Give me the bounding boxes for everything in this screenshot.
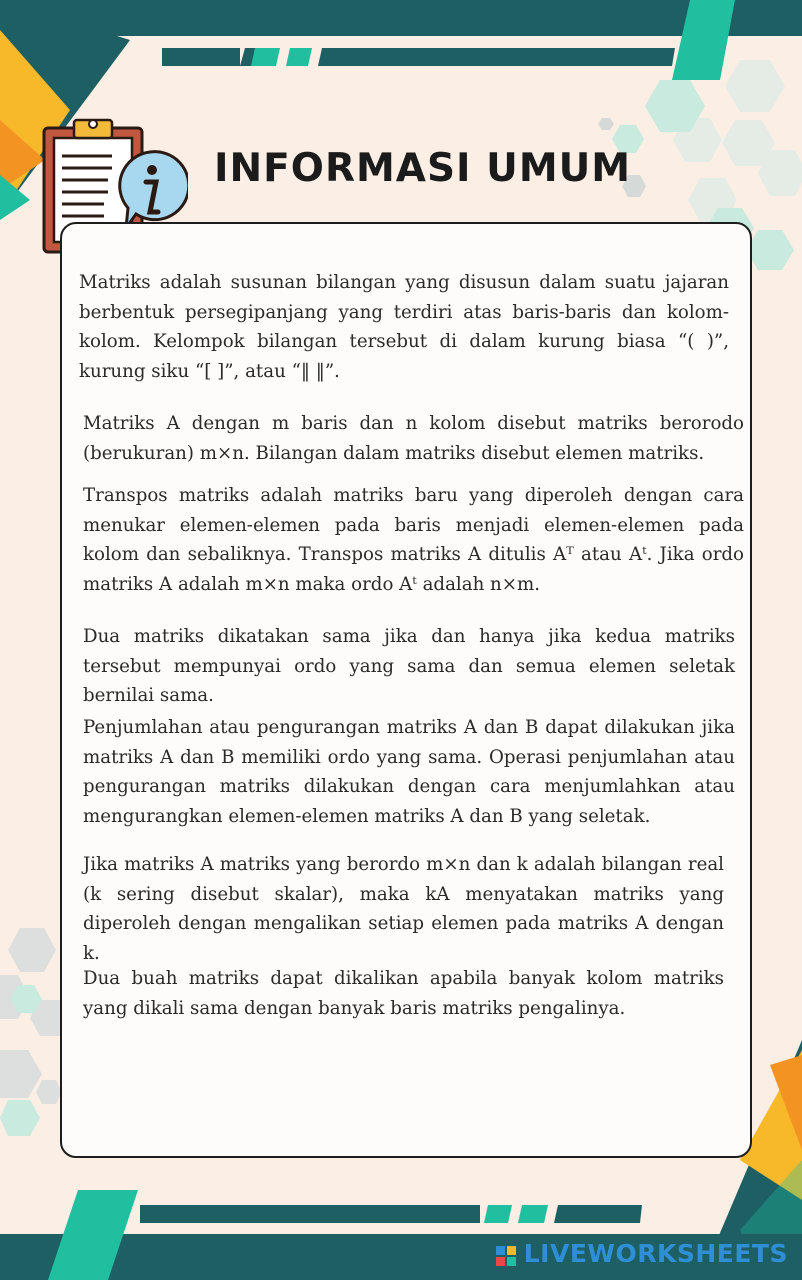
paragraph-transpose: Transpos matriks adalah matriks baru yang diperoleh dengan cara menukar elemen-elemen pada baris menjadi elemen-elemen pada kolom dan sebaliknya. Transpos matriks A ditulis Aᵀ atau Aᵗ. Jika ordo matriks A adalah m×n maka ordo Aᵗ adalah n×m. <box>83 485 744 595</box>
liveworksheets-logo-icon <box>496 1246 516 1266</box>
paragraph-equality: Dua matriks dikatakan sama jika dan hanya jika kedua matriks tersebut mempunyai ordo yang sama dan semua elemen seletak bernilai sama. <box>83 626 735 706</box>
paragraph-addition: Penjumlahan atau pengurangan matriks A dan B dapat dilakukan jika matriks A dan B memiliki ordo yang sama. Operasi penjumlahan atau pengurangan matriks dilakukan dengan cara menjumlahkan atau mengurangkan elemen-elemen matriks A dan B yang seletak. <box>83 717 735 827</box>
paragraph-ordo: Matriks A dengan m baris dan n kolom disebut matriks berorodo (berukuran) m×n. Bilangan dalam matriks disebut elemen matriks. <box>83 413 744 464</box>
brand-watermark[interactable]: LIVEWORKSHEETS <box>523 1239 788 1268</box>
paragraph-definition: Matriks adalah susunan bilangan yang disusun dalam suatu jajaran berbentuk persegipanjang yang terdiri atas baris-baris dan kolom-kolom. Kelompok bilangan tersebut di dalam kurung biasa “( )”, kurung siku “[ ]”, atau “‖ ‖”. <box>79 272 729 382</box>
paragraph-scalar: Jika matriks A matriks yang berordo m×n dan k adalah bilangan real (k sering disebut skalar), maka kA menyatakan matriks yang diperoleh dengan mengalikan setiap elemen pada matriks A dengan k. <box>83 854 724 964</box>
page-title: INFORMASI UMUM <box>214 146 632 191</box>
paragraph-multiplication: Dua buah matriks dapat dikalikan apabila banyak kolom matriks yang dikali sama dengan banyak baris matriks pengalinya. <box>83 968 724 1019</box>
